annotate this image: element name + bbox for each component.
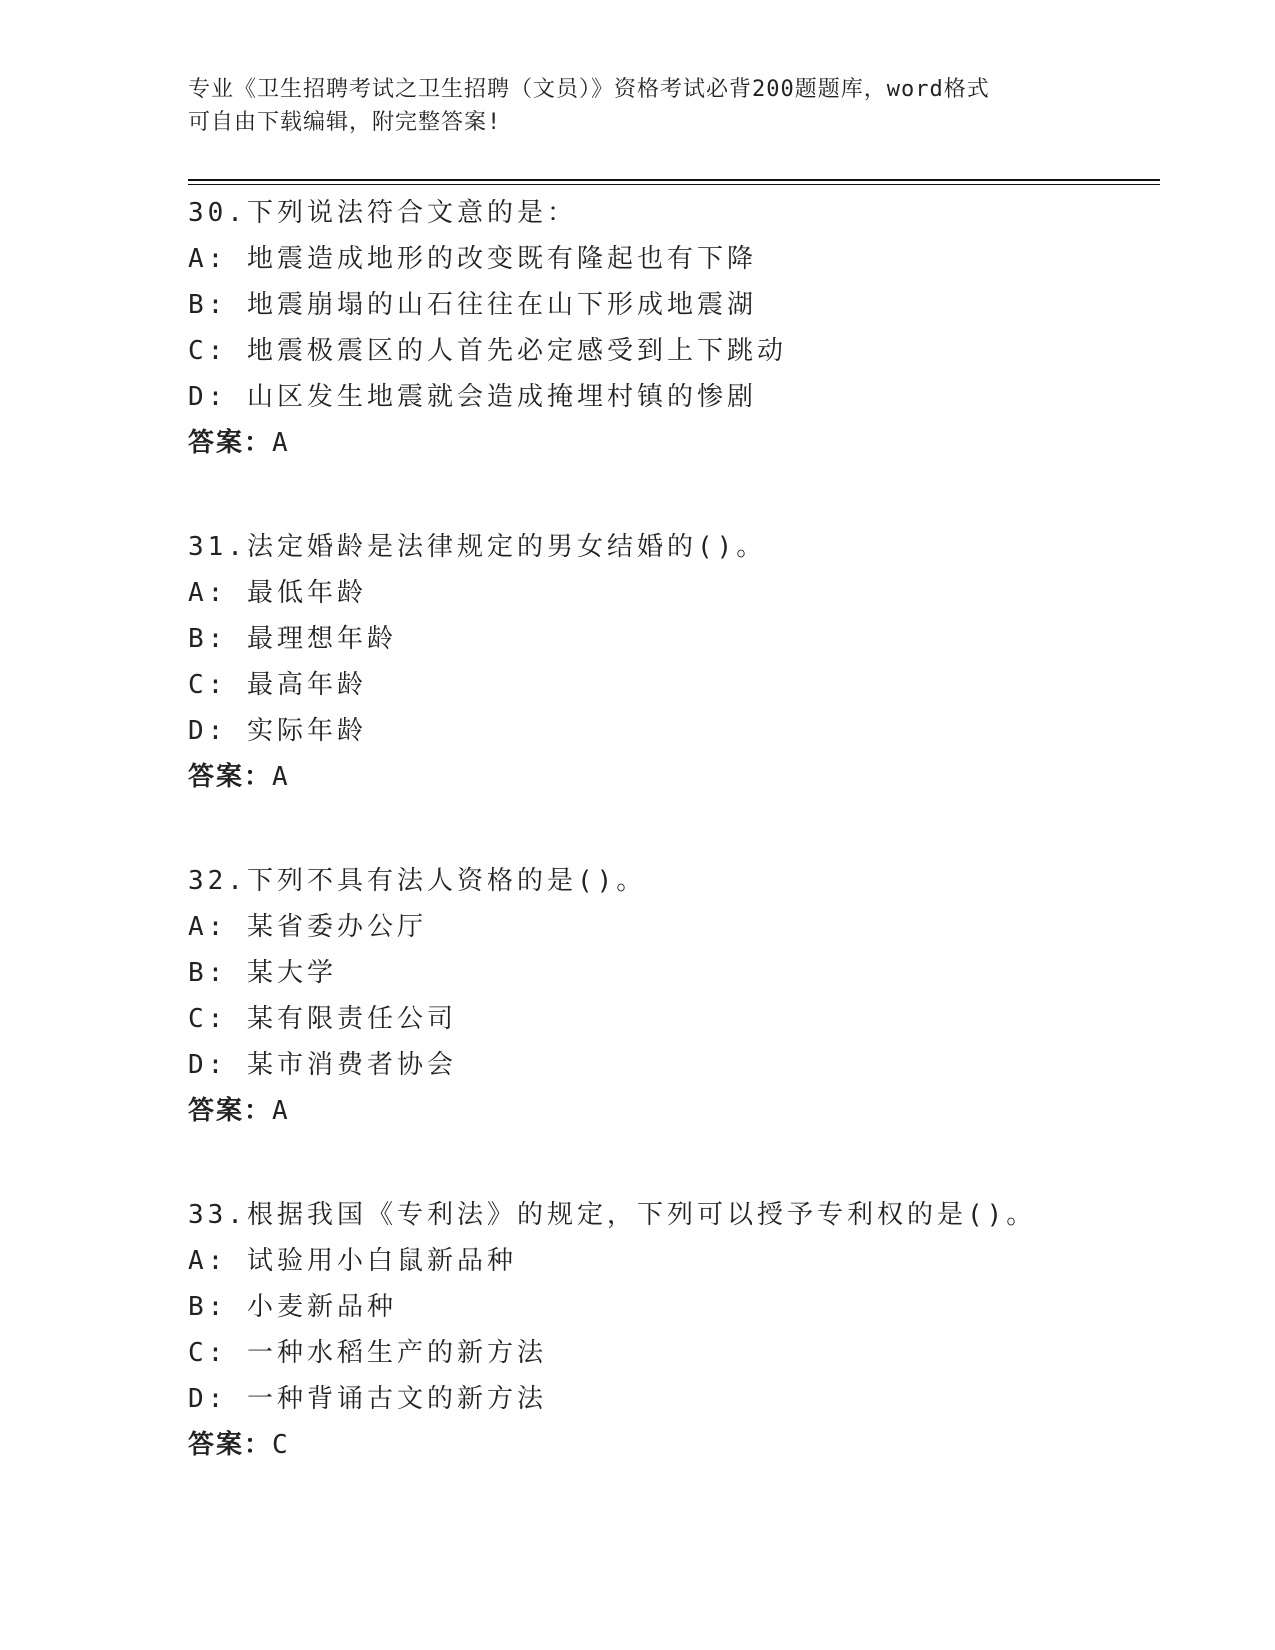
- answer-value: A: [272, 762, 290, 792]
- option-a: A: 地震造成地形的改变既有隆起也有下降: [188, 244, 757, 274]
- option-c: C: 某有限责任公司: [188, 1004, 457, 1034]
- option-b: B: 某大学: [188, 958, 337, 988]
- option-b: B: 小麦新品种: [188, 1292, 397, 1322]
- answer-label: 答案：: [188, 428, 273, 458]
- option-c: C: 最高年龄: [188, 670, 367, 700]
- option-d: D: 实际年龄: [188, 716, 367, 746]
- option-a: A: 试验用小白鼠新品种: [188, 1246, 517, 1276]
- option-b: B: 地震崩塌的山石往往在山下形成地震湖: [188, 290, 757, 320]
- option-d: D: 一种背诵古文的新方法: [188, 1384, 547, 1414]
- option-b: B: 最理想年龄: [188, 624, 397, 654]
- answer-label: 答案：: [188, 1096, 273, 1126]
- header-divider-thin: [188, 184, 1160, 185]
- question-list: [188, 190, 1148, 1526]
- question-stem: 30.下列说法符合文意的是：: [188, 198, 577, 228]
- answer-value: A: [272, 428, 290, 458]
- option-c: C: 一种水稻生产的新方法: [188, 1338, 547, 1368]
- header-line-2: 可自由下载编辑，附完整答案!: [188, 110, 502, 135]
- option-d: D: 某市消费者协会: [188, 1050, 457, 1080]
- question-stem: 32.下列不具有法人资格的是()。: [188, 866, 647, 896]
- question-31: [188, 524, 1148, 800]
- document-header: [188, 73, 1088, 139]
- answer-value: A: [272, 1096, 290, 1126]
- question-stem: 33.根据我国《专利法》的规定，下列可以授予专利权的是()。: [188, 1200, 1037, 1230]
- question-33: [188, 1192, 1148, 1468]
- answer-label: 答案：: [188, 762, 273, 792]
- answer-row: [188, 754, 1148, 800]
- option-a: A: 某省委办公厅: [188, 912, 427, 942]
- option-d: D: 山区发生地震就会造成掩埋村镇的惨剧: [188, 382, 757, 412]
- question-stem: 31.法定婚龄是法律规定的男女结婚的()。: [188, 532, 767, 562]
- answer-value: C: [272, 1430, 290, 1460]
- option-a: A: 最低年龄: [188, 578, 367, 608]
- header-divider-thick: [188, 179, 1160, 181]
- header-line-1: 专业《卫生招聘考试之卫生招聘（文员）》资格考试必背200题题库，word格式: [188, 77, 990, 102]
- option-c: C: 地震极震区的人首先必定感受到上下跳动: [188, 336, 787, 366]
- question-32: [188, 858, 1148, 1134]
- question-30: [188, 190, 1148, 466]
- answer-label: 答案：: [188, 1430, 273, 1460]
- answer-row: [188, 1422, 1148, 1468]
- answer-row: [188, 1088, 1148, 1134]
- answer-row: [188, 420, 1148, 466]
